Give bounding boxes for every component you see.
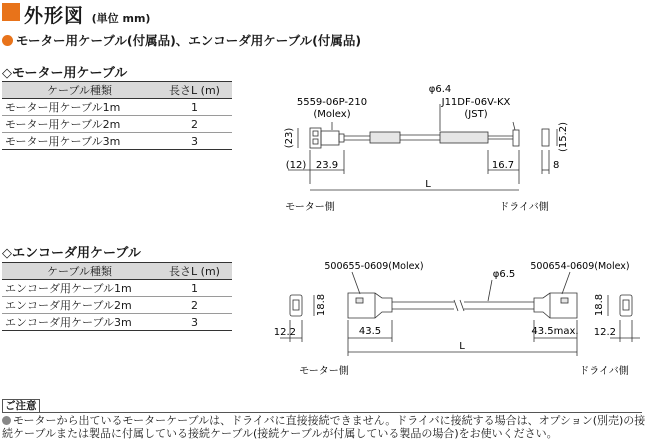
motor-cable-heading: ◇モーター用ケーブル xyxy=(2,66,128,81)
cable-sleeve-shape xyxy=(370,132,400,143)
driver-connector-maker: (JST) xyxy=(464,109,488,120)
dimension-label: 16.7 xyxy=(491,160,515,171)
motor-cable-table xyxy=(2,81,232,150)
length-label: L xyxy=(459,341,465,352)
page-title-text: 外形図 xyxy=(24,5,85,27)
motor-connector-maker: (Molex) xyxy=(313,109,351,120)
driver-connector-shape xyxy=(513,130,519,146)
title-marker xyxy=(2,3,20,21)
unit-label: (単位 mm) xyxy=(91,12,151,25)
encoder-cable-diameter: φ6.5 xyxy=(492,269,516,280)
note-divider xyxy=(2,412,642,413)
subtitle-text: モーター用ケーブル(付属品)、エンコーダ用ケーブル(付属品) xyxy=(16,33,362,48)
driver-side-label: ドライバ側 xyxy=(499,202,549,213)
note-label: ご注意 xyxy=(2,399,40,413)
note-text-block xyxy=(2,414,646,440)
dimension-label: (15.2) xyxy=(558,121,569,153)
table-cell: 1 xyxy=(157,280,232,297)
column-header-length: 長さL (m) xyxy=(157,263,232,280)
table-row xyxy=(2,280,232,297)
encoder-cable-table xyxy=(2,262,232,331)
encoder-motor-connector-model: 500655-0609(Molex) xyxy=(324,261,424,272)
table-cell: 2 xyxy=(157,116,232,133)
table-row xyxy=(2,133,232,150)
dimension-label: 18.8 xyxy=(316,293,327,317)
encoder-driver-connector-shape xyxy=(534,293,577,318)
note-bullet-icon xyxy=(2,416,11,425)
table-row xyxy=(2,297,232,314)
motor-side-label: モーター側 xyxy=(285,202,335,213)
encoder-driver-connector-model: 500654-0609(Molex) xyxy=(530,261,630,272)
cable-diameter: φ6.4 xyxy=(428,84,452,95)
encoder-end-view-left xyxy=(290,295,302,316)
motor-cable-drawing xyxy=(270,84,570,214)
table-cell: エンコーダ用ケーブル2m xyxy=(2,297,157,314)
column-header-type: ケーブル種類 xyxy=(2,263,157,280)
encoder-cable-heading: ◇エンコーダ用ケーブル xyxy=(2,246,141,261)
dimension-label: (23) xyxy=(284,127,295,149)
dimension-label: 12.2 xyxy=(593,327,616,338)
table-cell: モーター用ケーブル2m xyxy=(2,116,157,133)
page-title xyxy=(24,1,150,28)
length-label: L xyxy=(425,179,431,190)
table-cell: モーター用ケーブル1m xyxy=(2,99,157,116)
table-cell: エンコーダ用ケーブル1m xyxy=(2,280,157,297)
motor-connector-model: 5559-06P-210 xyxy=(296,97,368,108)
table-cell: 3 xyxy=(157,133,232,150)
table-cell: 3 xyxy=(157,314,232,331)
table-header-row xyxy=(2,263,232,280)
table-cell: 1 xyxy=(157,99,232,116)
table-cell: モーター用ケーブル3m xyxy=(2,133,157,150)
encoder-motor-connector-shape xyxy=(348,293,392,318)
table-cell: エンコーダ用ケーブル3m xyxy=(2,314,157,331)
table-row xyxy=(2,99,232,116)
table-cell: 2 xyxy=(157,297,232,314)
driver-connector-model: J11DF-06V-KX xyxy=(441,97,511,108)
dimension-label: 8 xyxy=(553,160,560,171)
dimension-label: 43.5 xyxy=(358,326,382,337)
dimension-label: 18.8 xyxy=(594,293,605,317)
table-header-row xyxy=(2,82,232,99)
table-row xyxy=(2,116,232,133)
dimension-label: (12) xyxy=(285,160,307,171)
encoder-end-view-right xyxy=(620,295,632,316)
dimension-label: 43.5max. xyxy=(531,326,579,337)
column-header-type: ケーブル種類 xyxy=(2,82,157,99)
motor-side-label: モーター側 xyxy=(299,366,349,377)
table-row xyxy=(2,314,232,331)
dimension-label: 23.9 xyxy=(315,160,339,171)
driver-side-label: ドライバ側 xyxy=(579,366,629,377)
section-subtitle xyxy=(2,31,361,49)
column-header-length: 長さL (m) xyxy=(157,82,232,99)
bullet-icon xyxy=(2,35,13,46)
dimension-label: 12.2 xyxy=(273,327,296,338)
note-text: モーターから出ているモーターケーブルは、ドライバに直接接続できません。ドライバに接続する場合は、オプション(別売)の接続ケーブルまたは製品に付属している接続ケーブル(接続ケーブルが付属している製品の場合)をお使いください。 xyxy=(2,414,646,440)
encoder-cable-drawing xyxy=(273,258,640,380)
